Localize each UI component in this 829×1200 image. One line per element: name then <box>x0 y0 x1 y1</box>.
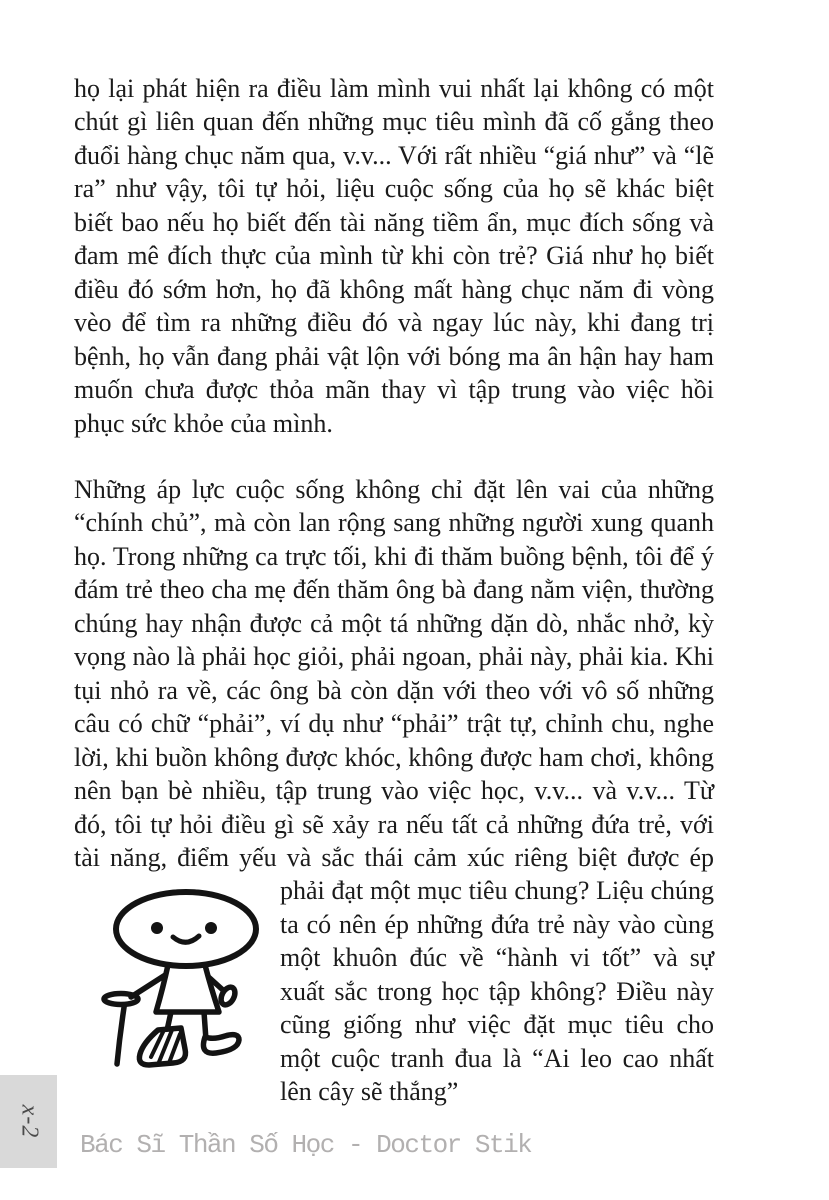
book-title-footer: Bác Sĩ Thần Số Học - Doctor Stik <box>80 1130 532 1160</box>
page-number: x-2 <box>16 1104 42 1139</box>
paragraph-2-text-beside-illustration: chung? Liệu chúng ta có nên ép những đứa trẻ này vào cùng một khuôn đúc về “hành vi tốt” và sự xuất sắc trong học tập không? Điều này cũng giống như việc đặt mục tiêu cho một cuộc tranh đua là “Ai leo cao nhất lên cây sẽ thắng” <box>280 876 715 1107</box>
stick-figure-with-cane-and-bandaged-foot-icon <box>92 888 267 1083</box>
cane-shaft <box>117 1001 125 1064</box>
stick-figure-illustration <box>74 874 280 1086</box>
left-eye <box>151 922 163 934</box>
body <box>156 965 219 1012</box>
paragraph-2 <box>74 473 714 1109</box>
page-number-tab <box>0 1075 57 1168</box>
paragraph-2-text-before-illustration: Những áp lực cuộc sống không chỉ đặt lên vai của những “chính chủ”, mà còn lan rộng sang những người xung quanh họ. Trong những ca trực tối, khi đi thăm buồng bệnh, tôi để ý đám trẻ theo cha mẹ đến thăm ông bà đang nằm viện, thường chúng hay nhận được cả một tá những dặn dò, nhắc nhở, kỳ vọng nào là phải học giỏi, phải ngoan, phải này, phải kia. Khi tụi nhỏ ra về, các ông bà còn dặn với theo với vô số những câu có chữ “phải”, ví dụ như “phải” trật tự, chỉnh chu, nghe lời, khi buồn không được khóc, không được ham chơi, không nên bạn bè nhiều, tập trung vào việc học, v.v... và v.v... Từ đó, tôi tự hỏi điều gì sẽ xảy ra nếu tất cả những đứa trẻ, với tài năng, điểm yếu và sắc thái cảm xúc riêng biệt được ép phải đạt một mục tiêu <box>74 474 714 906</box>
paragraph-1: họ lại phát hiện ra điều làm mình vui nhất lại không có một chút gì liên quan đến những mục tiêu mình đã cố gắng theo đuổi hàng chục năm qua, v.v... Với rất nhiều “giá như” và “lẽ ra” như vậy, tôi tự hỏi, liệu cuộc sống của họ sẽ khác biệt biết bao nếu họ biết đến tài năng tiềm ẩn, mục đích sống và đam mê đích thực của mình từ khi còn trẻ? Giá như họ biết điều đó sớm hơn, họ đã không mất hàng chục năm đi vòng vèo để tìm ra những điều đó và ngay lúc này, khi đang trị bệnh, họ vẫn đang phải vật lộn với bóng ma ân hận hay ham muốn chưa được thỏa mãn thay vì tập trung vào việc hồi phục sức khỏe của mình. <box>74 74 714 438</box>
head <box>116 892 256 966</box>
page-text <box>74 72 714 1109</box>
right-foot <box>203 1035 239 1054</box>
right-eye <box>205 922 217 934</box>
